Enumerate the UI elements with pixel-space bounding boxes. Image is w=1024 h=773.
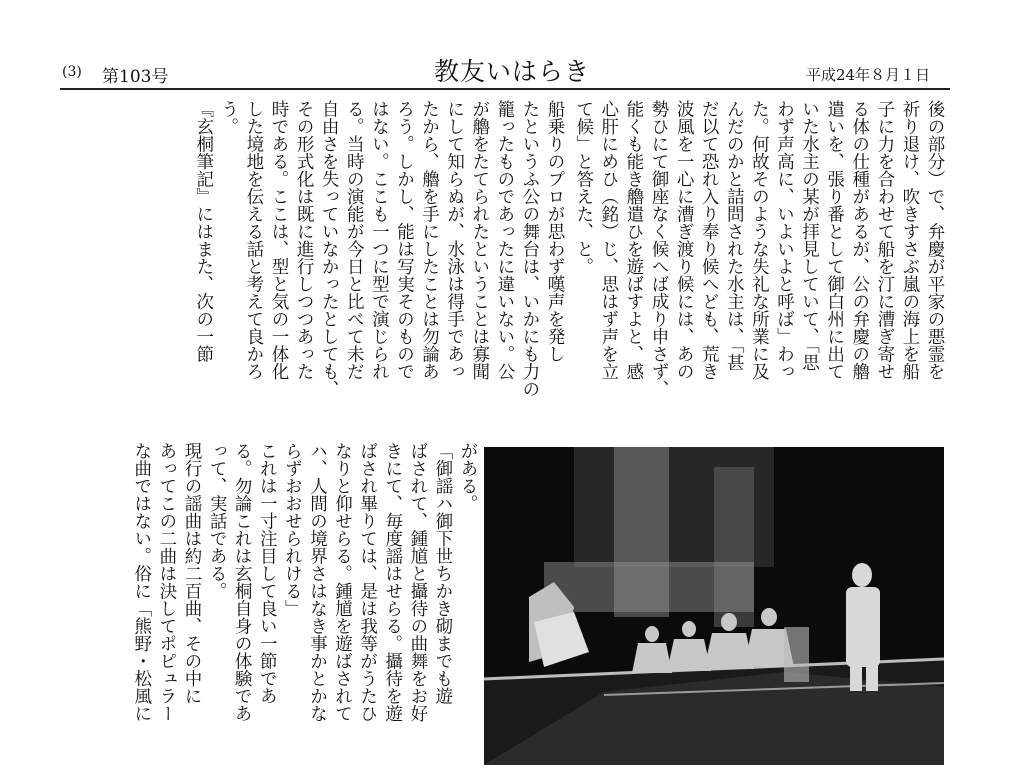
text-line: 勢ひにて御座なく候へば成り申さず、 bbox=[648, 100, 669, 398]
text-line: な曲ではない。俗に「熊野・松風に bbox=[131, 442, 152, 722]
text-line: した境地を伝える話と考えて良かろ bbox=[243, 100, 264, 380]
text-line: 能くも能き艪遣ひを遊ばすよと、感 bbox=[623, 100, 644, 380]
text-line: らずおおせられける」 bbox=[282, 442, 303, 617]
article-column-lower-left bbox=[80, 442, 480, 760]
newsletter-title: 教友いはらき bbox=[434, 57, 591, 86]
issue-number: 第103号 bbox=[102, 67, 169, 87]
text-line: 子に力を合わせて船を汀に漕ぎ寄せ bbox=[874, 100, 895, 380]
text-line: 自由さを失っていなかったとしても、 bbox=[319, 100, 340, 398]
noh-stage-photo bbox=[484, 447, 944, 765]
text-line: なりと仰せらる。鍾馗を遊ばされて bbox=[332, 442, 353, 722]
article-column-upper-left bbox=[102, 100, 567, 420]
text-line: 心肝にめひ（銘）じ、思はず声を立 bbox=[598, 100, 619, 380]
text-line: う。 bbox=[218, 100, 239, 135]
text-line: はない。ここも一つに型で演じられ bbox=[369, 100, 390, 380]
text-line: 現行の謡曲は約二百曲、その中に bbox=[181, 442, 202, 705]
text-line: る。当時の演能が今日と比べて未だ bbox=[344, 100, 365, 380]
text-line: にして知らぬが、水泳は得手であっ bbox=[444, 100, 465, 380]
text-line: ばされて、鍾馗と攝待の曲舞をお好 bbox=[407, 442, 428, 722]
page-number: (3) bbox=[62, 64, 82, 80]
text-line: て候」と答えた、と。 bbox=[573, 100, 594, 275]
text-line: た。何故そのような失礼な所業に及 bbox=[749, 100, 770, 380]
article-column-upper-right bbox=[573, 100, 947, 420]
noh-stage-photo-graphic bbox=[484, 447, 944, 765]
text-line: 籠ったものであったに違いない。公 bbox=[494, 100, 515, 380]
text-line: が艪をたてられたということは寡聞 bbox=[469, 100, 490, 380]
text-line: ばされ畢りては、是は我等がうたひ bbox=[357, 442, 378, 722]
text-line: って、実話である。 bbox=[207, 442, 228, 600]
text-line: る。勿論これは玄桐自身の体験であ bbox=[232, 442, 253, 722]
text-line: ろう。しかし、能は写実そのもので bbox=[394, 100, 415, 380]
text-line: あってこの二曲は決してポピュラー bbox=[156, 442, 177, 722]
text-line: 『玄桐筆記』にはまた、次の一節 bbox=[193, 100, 214, 363]
text-line: 遣いを、張り番として御白州に出て bbox=[824, 100, 845, 380]
text-line: たから、艪を手にしたことは勿論あ bbox=[419, 100, 440, 380]
text-line: その形式化は既に進行しつつあった bbox=[294, 100, 315, 380]
text-line: 時である。ここは、型と気の一体化 bbox=[268, 100, 289, 380]
header-rule bbox=[60, 88, 950, 90]
text-line: がある。 bbox=[458, 442, 478, 512]
text-line: 船乗りのプロが思わず嘆声を発し bbox=[545, 100, 565, 363]
text-line: これは一寸注目して良い一節であ bbox=[257, 442, 278, 705]
text-line: 後の部分）で、弁慶が平家の悪霊を bbox=[925, 100, 945, 380]
text-line: る体の仕種があるが、公の弁慶の艪 bbox=[849, 100, 870, 380]
text-line: 祈り退け、吹きすさぶ嵐の海上を船 bbox=[899, 100, 920, 380]
text-line: きにて、毎度謡はせらる。攝待を遊 bbox=[382, 442, 403, 722]
text-line: 「御謡ハ御下世ちかき砌までも遊 bbox=[432, 442, 453, 705]
text-line: 波風を一心に漕ぎ渡り候には、あの bbox=[674, 100, 695, 380]
issue-date: 平成24年８月１日 bbox=[806, 66, 931, 84]
text-line: んだのかと詰問された水主は、「甚 bbox=[724, 100, 745, 372]
text-line: ハ、人間の境界さはなき事かとかな bbox=[307, 442, 328, 722]
text-line: だ以て恐れ入り奉り候へども、荒き bbox=[699, 100, 720, 380]
text-line: たというふ公の舞台は、いかにも力の bbox=[519, 100, 540, 398]
text-line: わず声高に、いよいよと呼ば」わっ bbox=[774, 100, 795, 380]
text-line: いた水主の某が拝見していて、「思 bbox=[799, 100, 820, 372]
